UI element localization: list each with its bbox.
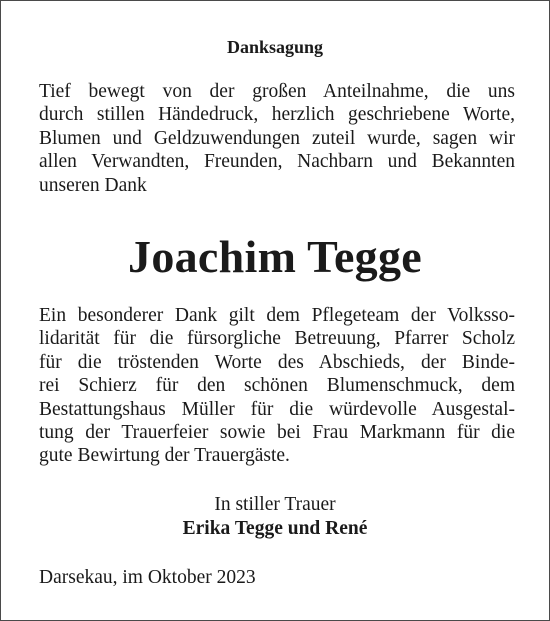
intro-line: durch stillen Händedruck, herzlich geschriebene Worte,: [39, 104, 515, 126]
thanks-paragraph: [39, 304, 515, 468]
thanks-line: Bestattungshaus Müller für die würdevolle Ausgestal-: [39, 398, 515, 420]
thanks-line: tung der Trauerfeier sowie bei Frau Markmann für die: [39, 422, 515, 444]
thanks-line: lidarität für die fürsorgliche Betreuung, Pfarrer Scholz: [39, 328, 515, 350]
closing-line: In stiller Trauer: [214, 494, 336, 515]
family-names: Erika Tegge und René: [182, 518, 368, 539]
deceased-name: Joachim Tegge: [128, 231, 422, 282]
notice-heading: Danksagung: [226, 37, 324, 57]
intro-line: Blumen und Geldzuwendungen zuteil wurde, sagen wir: [39, 127, 515, 149]
intro-line: unseren Dank: [39, 174, 147, 196]
thanks-line: für die tröstenden Worte des Abschieds, der Binde-: [39, 351, 515, 373]
intro-line: allen Verwandten, Freunden, Nachbarn und Bekannten: [39, 151, 515, 173]
intro-line: Tief bewegt von der großen Anteilnahme, die uns: [39, 81, 515, 102]
place-date: Darsekau, im Oktober 2023: [39, 567, 256, 588]
thanks-line: Ein besonderer Dank gilt dem Pflegeteam der Volksso-: [39, 305, 515, 326]
thanks-line: gute Bewirtung der Trauergäste.: [39, 445, 290, 467]
thanks-line: rei Schierz für den schönen Blumenschmuck, dem: [39, 375, 515, 397]
intro-paragraph: [39, 80, 515, 197]
closing-block: [1, 493, 549, 541]
